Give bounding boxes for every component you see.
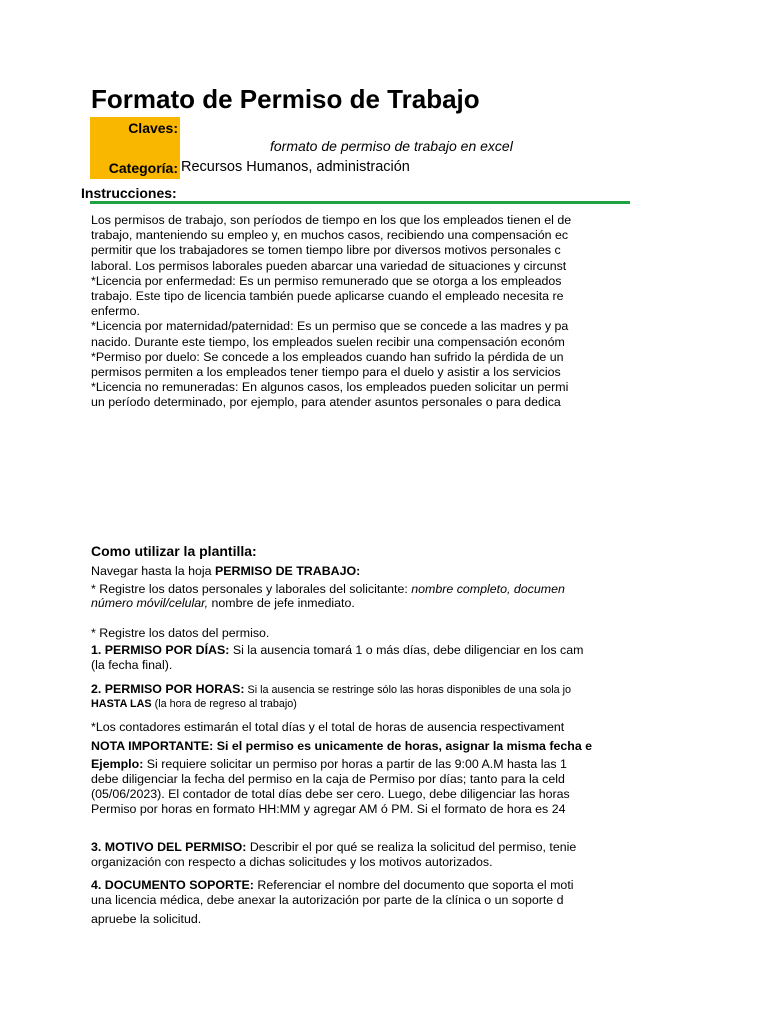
instr-line: trabajo. Este tipo de licencia también puede aplicarse cuando el empleado necesita re	[91, 289, 564, 304]
page-title: Formato de Permiso de Trabajo	[91, 84, 480, 114]
instr-line: trabajo, manteniendo su empleo y, en muchos casos, recibiendo una compensación ec	[91, 228, 569, 243]
instr-line: permisos permiten a los empleados tener tiempo para el duelo y asistir a los servicios	[91, 365, 561, 380]
motivo-line-2: organización con respecto a dichas solicitudes y los motivos autorizados.	[91, 855, 493, 869]
permiso-dias-line-2: (la fecha final).	[91, 658, 173, 672]
ejemplo-line-2: debe diligenciar la fecha del permiso en la caja de Permiso por días; tanto para la celd	[91, 772, 565, 786]
registro-personal-line	[91, 582, 565, 597]
nav-line	[91, 564, 360, 579]
documento-line	[91, 878, 574, 893]
permiso-horas-line	[91, 682, 571, 698]
ejemplo-line-4: Permiso por horas en formato HH:MM y agregar AM ó PM. Si el formato de hora es 24	[91, 802, 566, 816]
permiso-dias-text: Si la ausencia tomará 1 o más días, debe diligenciar en los cam	[229, 643, 584, 657]
permiso-horas-line-2	[91, 697, 297, 712]
instr-line: nacido. Durante este tiempo, los empleados suelen recibir una compensación económ	[91, 334, 565, 349]
registro-movil: número móvil/celular,	[91, 596, 209, 610]
documento-line-3: apruebe la solicitud.	[91, 912, 202, 926]
documento-label: 4. DOCUMENTO SOPORTE:	[91, 878, 254, 892]
instr-line: *Licencia por enfermedad: Es un permiso remunerado que se otorga a los empleados	[91, 273, 562, 288]
ejemplo-line	[91, 757, 567, 772]
hasta-las-text: (la hora de regreso al trabajo)	[151, 698, 297, 710]
nota-importante: NOTA IMPORTANTE: Si el permiso es unicamente de horas, asignar la misma fecha e	[91, 739, 593, 753]
nav-sheet-name: PERMISO DE TRABAJO:	[215, 564, 361, 578]
motivo-label: 3. MOTIVO DEL PERMISO:	[91, 840, 247, 854]
section-divider	[90, 201, 630, 204]
permiso-horas-label: 2. PERMISO POR HORAS:	[91, 682, 245, 696]
contadores-line: *Los contadores estimarán el total días y el total de horas de ausencia respectivament	[91, 720, 565, 734]
instrucciones-body	[91, 213, 571, 411]
instr-line: enfermo.	[91, 304, 140, 319]
permiso-horas-text: Si la ausencia se restringe sólo las horas disponibles de una sola jo	[244, 684, 572, 696]
instr-line: *Licencia no remuneradas: En algunos casos, los empleados pueden solicitar un permi	[91, 380, 569, 395]
como-utilizar-title: Como utilizar la plantilla:	[91, 543, 257, 559]
instr-line: permitir que los trabajadores se tomen tiempo libre por diversos motivos personales c	[91, 243, 561, 258]
categoria-label: Categoría:	[108, 160, 178, 176]
ejemplo-line-3: (05/06/2023). El contador de total días debe ser cero. Luego, debe diligenciar las horas	[91, 787, 570, 801]
ejemplo-text: Si requiere solicitar un permiso por horas a partir de las 9:00 A.M hasta las 1	[143, 757, 567, 771]
registro-jefe: nombre de jefe inmediato.	[208, 596, 355, 610]
registro-personal-fields: nombre completo, documen	[411, 582, 565, 596]
claves-value: formato de permiso de trabajo en excel	[270, 138, 513, 154]
categoria-value: Recursos Humanos, administración	[181, 159, 410, 175]
documento-line-2: una licencia médica, debe anexar la autorización por parte de la clínica o un soporte d	[91, 893, 564, 907]
permiso-dias-label: 1. PERMISO POR DÍAS:	[91, 643, 230, 657]
instr-line: Los permisos de trabajo, son períodos de tiempo en los que los empleados tienen el de	[91, 213, 572, 227]
registro-permiso-line: * Registre los datos del permiso.	[91, 626, 270, 640]
permiso-dias-line	[91, 643, 583, 658]
registro-personal-prefix: * Registre los datos personales y laborales del solicitante:	[91, 582, 412, 596]
registro-personal-line-2	[91, 596, 355, 611]
hasta-las-label: HASTA LAS	[91, 698, 152, 710]
claves-label: Claves:	[128, 120, 178, 136]
nav-prefix: Navegar hasta la hoja	[91, 564, 215, 578]
instr-line: *Permiso por duelo: Se concede a los empleados cuando han sufrido la pérdida de un	[91, 349, 564, 364]
motivo-text: Describir el por qué se realiza la solicitud del permiso, tenie	[246, 840, 577, 854]
documento-text: Referenciar el nombre del documento que soporta el moti	[253, 878, 574, 892]
instrucciones-label: Instrucciones:	[81, 185, 177, 201]
instr-line: un período determinado, por ejemplo, para atender asuntos personales o para dedica	[91, 395, 561, 410]
ejemplo-label: Ejemplo:	[91, 757, 144, 771]
instr-line: laboral. Los permisos laborales pueden abarcar una variedad de situaciones y circunst	[91, 258, 567, 273]
motivo-line	[91, 840, 576, 855]
instr-line: *Licencia por maternidad/paternidad: Es un permiso que se concede a las madres y pa	[91, 319, 569, 334]
